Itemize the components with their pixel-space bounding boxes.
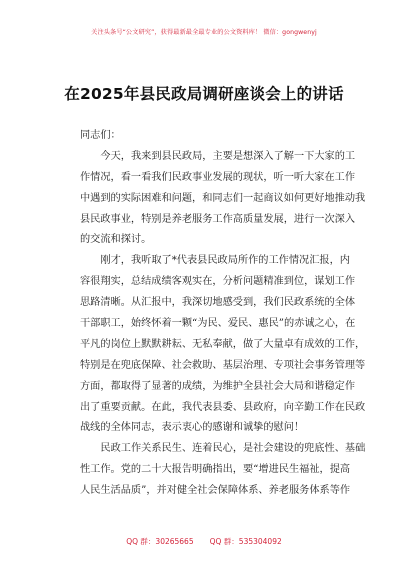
paragraph-line: 特别是在兜底保障、社会救助、基层治理、专项社会事务管理等: [80, 359, 366, 371]
paragraph-line: 人民生活品质”，并对健全社会保障体系、养老服务体系等作: [80, 485, 351, 497]
salutation: 同志们：: [80, 130, 121, 141]
paragraph-line: 的交流和探讨。: [80, 234, 152, 246]
paragraph-line: 县民政事业，特别是养老服务工作高质量发展，进行一次深入: [80, 213, 356, 225]
footer-contact: [0, 536, 408, 547]
paragraph-line: 性工作。党的二十大报告明确指出，要“增进民生福祉，提高: [80, 464, 351, 476]
paragraph-line: 民政工作关系民生、连着民心，是社会建设的兜底性、基础: [100, 443, 366, 455]
header-banner: 关注头条号“公文研究”，获得最新最全最专业的公文资料库！ 微信：gongwenyj: [91, 29, 317, 36]
paragraph-line: 战线的全体同志，表示衷心的感谢和诚挚的慰问！: [80, 422, 305, 434]
footer-qq-group-1: QQ 群：30265665: [126, 537, 194, 546]
paragraph-line: 出了重要贡献。在此，我代表县委、县政府，向辛勤工作在民政: [80, 401, 366, 413]
paragraph-line: 干部职工，始终怀着一颗“为民、爱民、惠民”的赤诚之心，在: [80, 318, 356, 330]
paragraph-line: 今天，我来到县民政局，主要是想深入了解一下大家的工: [100, 150, 356, 162]
paragraph-line: 方面，都取得了显著的成绩，为维护全县社会大局和谐稳定作: [80, 380, 356, 392]
paragraph-line: 容很翔实，总结成绩客观实在，分析问题精准到位，谋划工作: [80, 276, 356, 288]
document-body: [80, 126, 366, 502]
paragraph-line: 中遇到的实际困难和问题，和同志们一起商议如何更好地推动我: [80, 192, 366, 204]
paragraph-line: 刚才，我听取了*代表县民政局所作的工作情况汇报，内: [100, 255, 350, 267]
footer-qq-group-2: QQ 群：535304092: [209, 537, 282, 546]
paragraph-line: 作情况，看一看我们民政事业发展的现状，听一听大家在工作: [80, 171, 356, 183]
paragraph-line: 思路清晰。从汇报中，我深切地感受到，我们民政系统的全体: [80, 297, 356, 309]
page-title: 在2025年县民政局调研座谈会上的讲话: [64, 85, 344, 103]
paragraph-line: 平凡的岗位上默默耕耘、无私奉献，做了大量卓有成效的工作，: [80, 338, 366, 350]
